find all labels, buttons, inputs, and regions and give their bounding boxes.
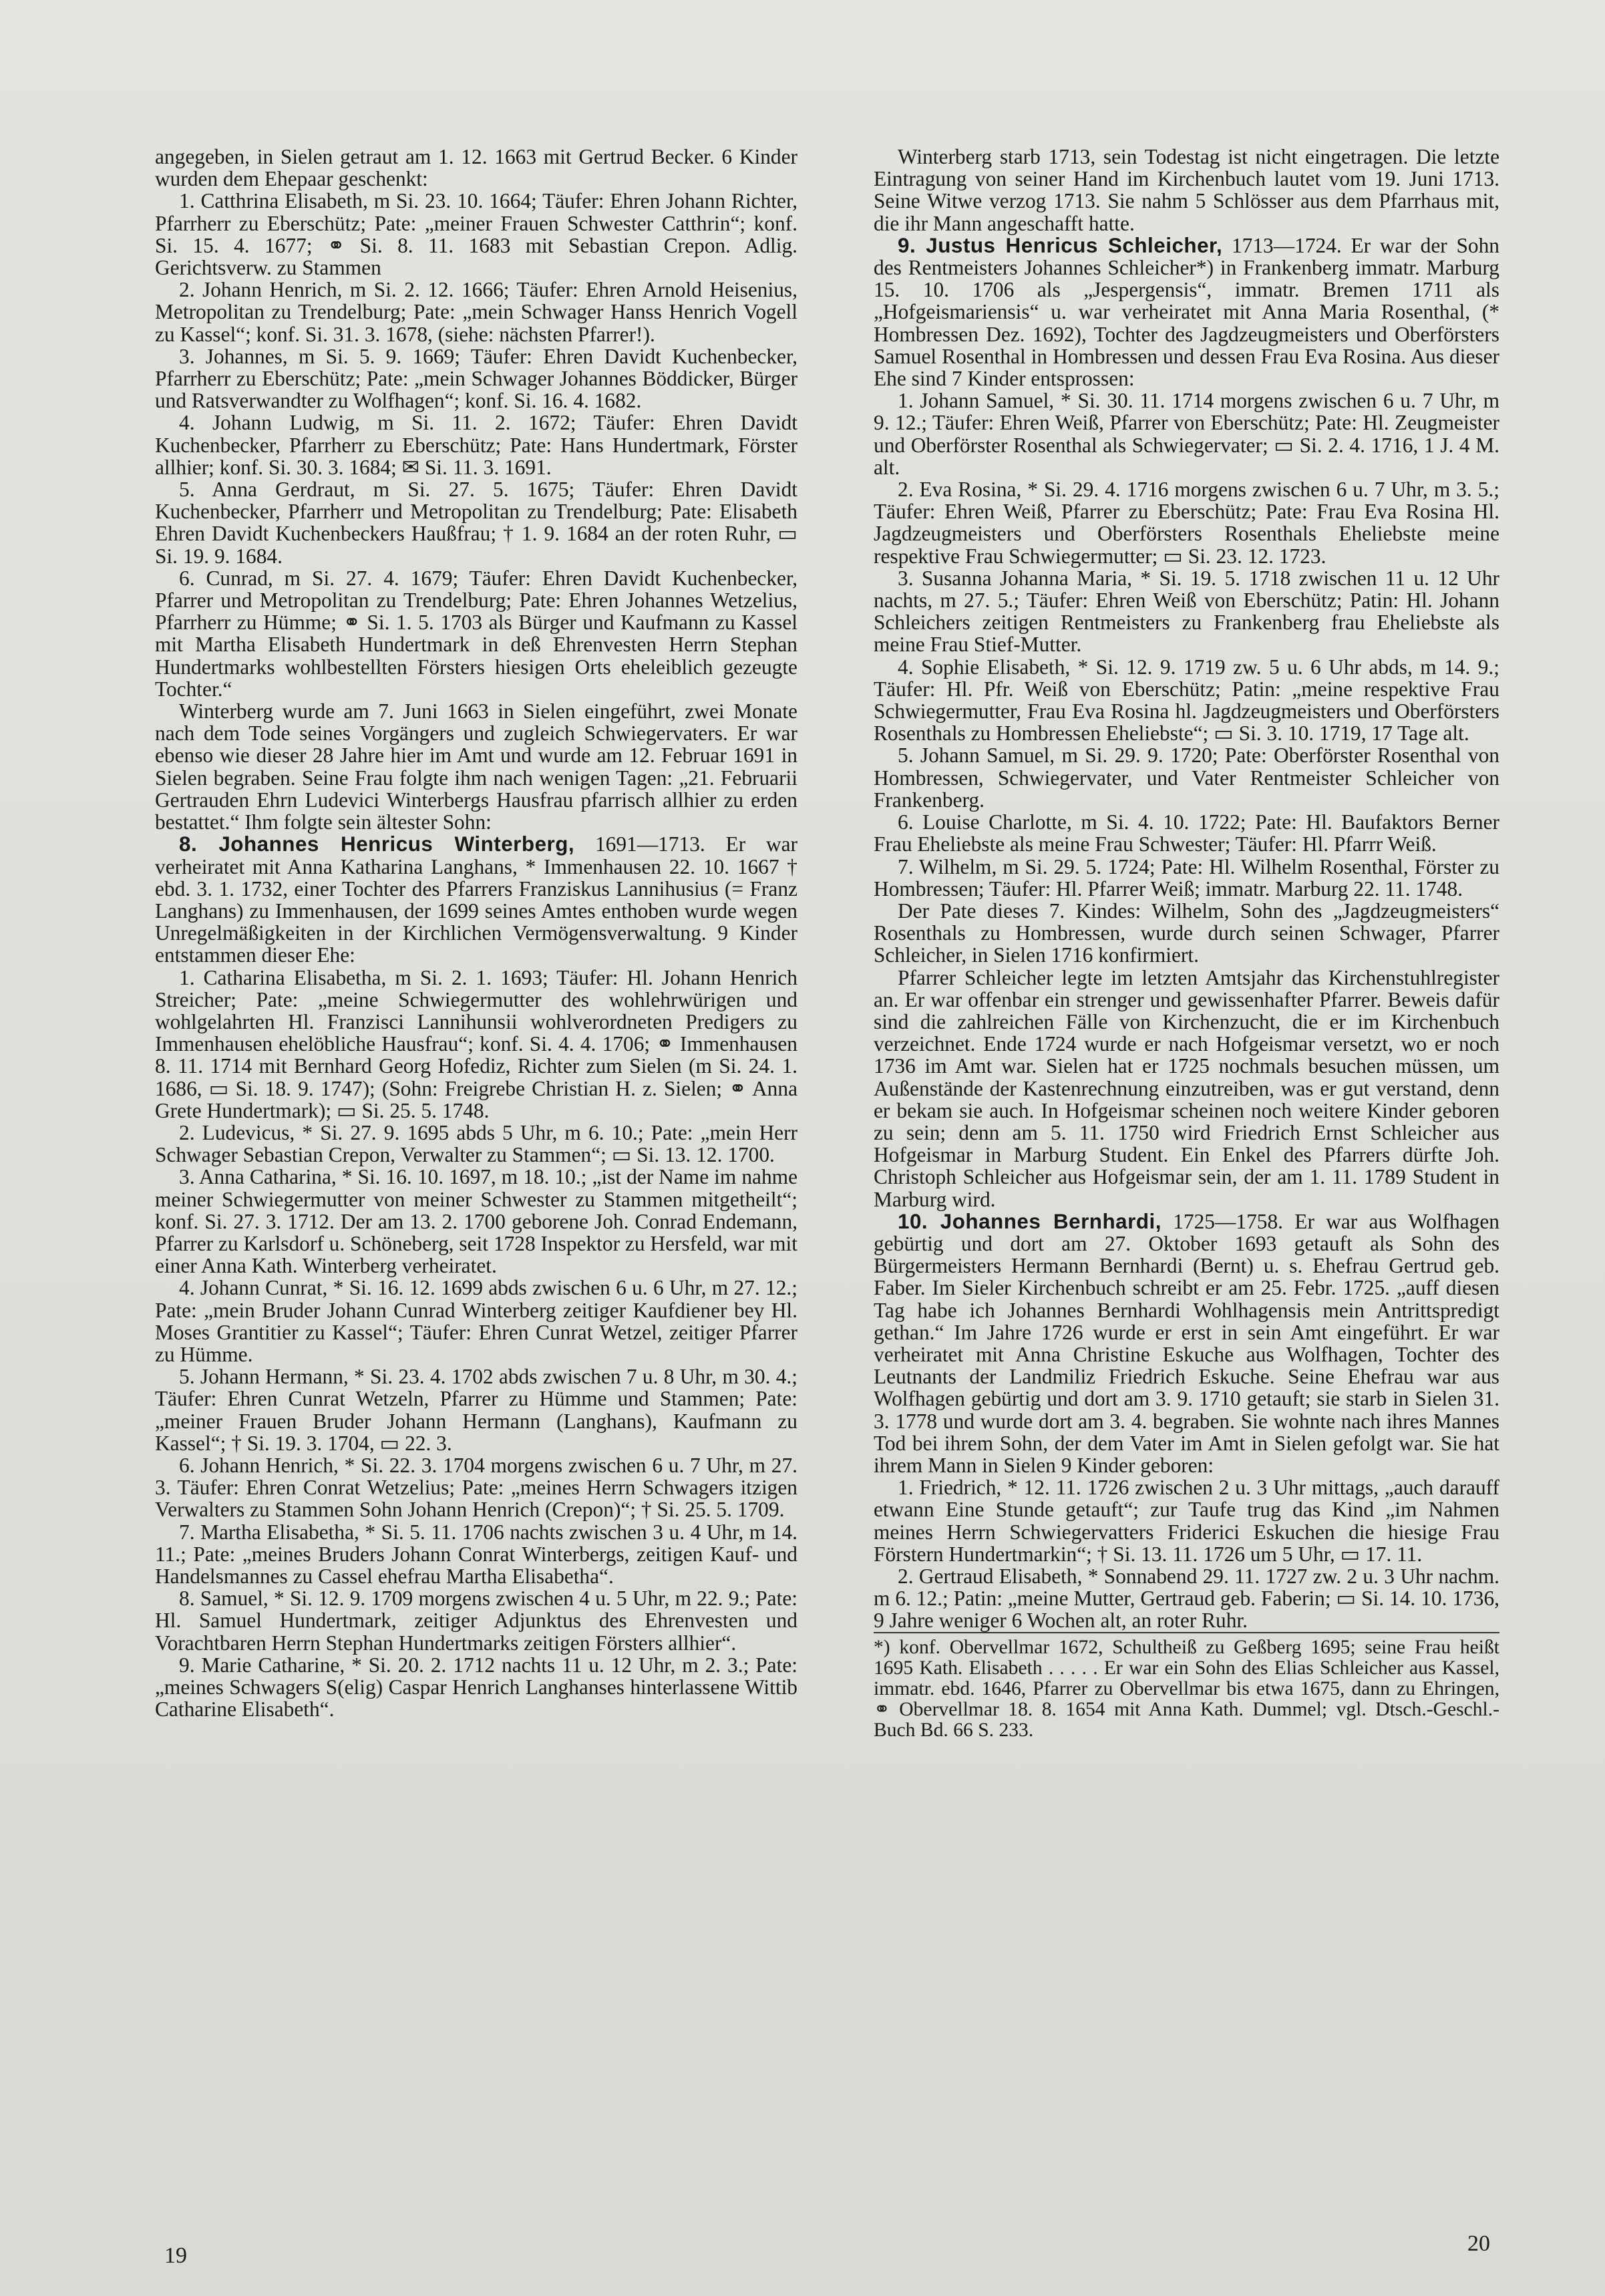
paragraph-text: 7. Martha Elisabetha, * Si. 5. 11. 1706 nachts zwischen 3 u. 4 Uhr, m 14. 11.; Pate: „meines Bruders Johann Conrat Winterbergs, zeitigen Kauf- und Handelsmannes zu Cassel ehefrau Martha Elisabetha“. xyxy=(155,1520,797,1588)
paragraph-text: Winterberg starb 1713, sein Todestag ist nicht eingetragen. Die letzte Eintragung von seiner Hand im Kirchenbuch lautet vom 19. Juni 1713. Seine Witwe verzog 1713. Sie nahm 5 Schlösser aus dem Pfarrhaus mit, die ihr Mann angeschafft hatte. xyxy=(874,145,1499,235)
right-column-paragraph xyxy=(874,1476,1499,1565)
right-column-paragraph xyxy=(874,900,1499,967)
left-column-paragraph xyxy=(155,478,797,567)
left-column-paragraph xyxy=(155,1277,797,1365)
paragraph-text: 4. Johann Ludwig, m Si. 11. 2. 1672; Täufer: Ehren Davidt Kuchenbecker, Pfarrherr zu Eberschütz; Pate: Hans Hundertmark, Förster allhier; konf. Si. 30. 3. 1684; ✉ Si. 11. 3. 1691. xyxy=(155,411,797,479)
left-column-paragraph xyxy=(155,1454,797,1521)
left-column-paragraph xyxy=(155,1365,797,1454)
right-column-paragraph xyxy=(874,234,1499,389)
paragraph-text: 1. Catthrina Elisabeth, m Si. 23. 10. 1664; Täufer: Ehren Johann Richter, Pfarrherr zu Eberschütz; Pate: „meiner Frauen Schwester Catthrin“; konf. Si. 15. 4. 1677; ⚭ Si. 8. 11. 1683 mit Sebastian Crepon. Adlig. Gerichtsverw. zu Stammen xyxy=(155,189,797,280)
left-column-paragraph xyxy=(155,1521,797,1588)
paragraph-text: 1713—1724. Er war der Sohn des Rentmeisters Johannes Schleicher*) in Frankenberg immatr. Marburg 15. 10. 1706 als „Jespergensis“, immatr. Bremen 1711 als „Hofgeismariensis“ u. war verheiratet mit Anna Maria Rosenthal, (* Hombressen Dez. 1692), Tochter des Jagdzeugmeisters und Oberförsters Samuel Rosenthal in Hombressen und dessen Frau Eva Rosina. Aus dieser Ehe sind 7 Kinder entsprossen: xyxy=(874,233,1499,391)
right-column-paragraph xyxy=(874,744,1499,811)
paragraph-text: 2. Gertraud Elisabeth, * Sonnabend 29. 11. 1727 zw. 2 u. 3 Uhr nachm. m 6. 12.; Patin: „meine Mutter, Gertraud geb. Faberin; ▭ Si. 14. 10. 1736, 9 Jahre weniger 6 Wochen alt, an roter Ruhr. xyxy=(874,1565,1499,1633)
page-number-right: 20 xyxy=(1467,2231,1490,2256)
paragraph-text: 2. Johann Henrich, m Si. 2. 12. 1666; Täufer: Ehren Arnold Heisenius, Metropolitan zu Trendelburg; Pate: „mein Schwager Hanss Henrich Vogell zu Kassel“; konf. Si. 31. 3. 1678, (siehe: nächsten Pfarrer!). xyxy=(155,278,797,346)
section-heading: 9. Justus Henricus Schleicher, xyxy=(898,233,1223,257)
right-column-paragraph xyxy=(874,656,1499,745)
left-column-paragraph xyxy=(155,1587,797,1654)
right-column-paragraph xyxy=(874,967,1499,1210)
right-column-paragraph xyxy=(874,856,1499,900)
left-column-paragraph xyxy=(155,833,797,966)
left-column-paragraph xyxy=(155,279,797,345)
paragraph-text: 3. Susanna Johanna Maria, * Si. 19. 5. 1718 zwischen 11 u. 12 Uhr nachts, m 27. 5.; Täufer: Ehren Weiß von Eberschütz; Patin: Hl. Johann Schleichers zeitigen Rentmeisters zu Frankenberg frau Eheliebste als meine Frau Stief-Mutter. xyxy=(874,566,1499,657)
paragraph-text: Der Pate dieses 7. Kindes: Wilhelm, Sohn des „Jagdzeugmeisters“ Rosenthals zu Hombressen, wurde durch seinen Schwager, Pfarrer Schleicher, in Sielen 1716 konfirmiert. xyxy=(874,898,1499,967)
left-column-paragraph xyxy=(155,146,797,190)
left-column xyxy=(155,146,797,1720)
section-heading: 8. Johannes Henricus Winterberg, xyxy=(179,832,575,856)
paragraph-text: 4. Sophie Elisabeth, * Si. 12. 9. 1719 zw. 5 u. 6 Uhr abds, m 14. 9.; Täufer: Hl. Pfr. Weiß von Eberschütz; Patin: „meine respektive Frau Schwiegermutter, Frau Eva Rosina hl. Jagdzeugmeisters und Oberförsters Rosenthals zu Hombressen Eheliebste“; ▭ Si. 3. 10. 1719, 17 Tage alt. xyxy=(874,655,1499,746)
paragraph-text: 1691—1713. Er war verheiratet mit Anna Katharina Langhans, * Immenhausen 22. 10. 1667 † ebd. 3. 1. 1732, einer Tochter des Pfarrers Franziskus Lannihusius (= Franz Langhans) zu Immenhausen, der 1699 seines Amtes enthoben wurde wegen Unregelmäßigkeiten in der Kirchlichen Vermögensverwaltung. 9 Kinder entstammen dieser Ehe: xyxy=(155,832,798,967)
right-column-paragraph xyxy=(874,478,1499,567)
paragraph-text: Pfarrer Schleicher legte im letzten Amtsjahr das Kirchenstuhlregister an. Er war offenbar ein strenger und gewissenhafter Pfarrer. Beweis dafür sind die zahlreichen Fälle von Kirchenzucht, die er im Kirchenbuch verzeichnet. Ende 1724 wurde er nach Hofgeismar versetzt, wo er noch 1736 im Amt war. Sielen hat er 1725 nochmals besuchen müssen, um Außenstände der Kastenrechnung einzutreiben, was er gut verstand, denn er bekam sie auch. In Hofgeismar scheinen noch weitere Kinder geboren zu sein; denn am 5. 11. 1750 wird Friedrich Ernst Schleicher aus Hofgeismar in Marburg Student. Ein Enkel des Pfarrers dürfte Joh. Christoph Schleicher aus Hofgeismar sein, der am 1. 11. 1789 Student in Marburg wird. xyxy=(874,965,1499,1211)
left-column-paragraph xyxy=(155,1654,797,1721)
right-column xyxy=(874,146,1499,1741)
paragraph-text: 6. Cunrad, m Si. 27. 4. 1679; Täufer: Ehren Davidt Kuchenbecker, Pfarrer und Metropolitan zu Trendelburg; Pate: Ehren Johannes Wetzelius, Pfarrherr zu Hümme; ⚭ Si. 1. 5. 1703 als Bürger und Kaufmann zu Kassel mit Martha Elisabeth Hundertmark in deß Ehrenvesten Herrn Stephan Hundertmarks wohlbestellten Försters hiesigen Orts eheleiblich gezeugte Tochter.“ xyxy=(155,566,797,701)
paragraph-text: 6. Louise Charlotte, m Si. 4. 10. 1722; Pate: Hl. Baufaktors Berner Frau Eheliebste als meine Frau Schwester; Täufer: Hl. Pfarrr Weiß. xyxy=(874,810,1499,856)
paragraph-text: 9. Marie Catharine, * Si. 20. 2. 1712 nachts 11 u. 12 Uhr, m 2. 3.; Pate: „meines Schwagers S(elig) Caspar Henrich Langhanses hinterlassene Wittib Catharine Elisabeth“. xyxy=(155,1653,797,1721)
paragraph-text: 1725—1758. Er war aus Wolfhagen gebürtig und dort am 27. Oktober 1693 getauft als Sohn des Bürgermeisters Hermann Bernhardi (Bernt) u. s. Ehefrau Gertrud geb. Faber. Im Sieler Kirchenbuch schreibt er am 25. Febr. 1725. „auff diesen Tag habe ich Johannes Bernhardi Wohlhagensis mein Antrittspredigt gethan.“ Im Jahre 1726 wurde er erst in sein Amt eingeführt. Er war verheiratet mit Anna Christine Eskuche aus Wolfhagen, Tochter des Leutnants der Landmiliz Friedrich Eskuche. Seine Ehefrau war aus Wolfhagen gebürtig und dort am 3. 9. 1710 getauft; sie starb in Sielen 31. 3. 1778 und wurde dort am 3. 4. begraben. Sie wohnte nach ihres Mannes Tod bei ihrem Sohn, der dem Vater im Amt in Sielen gefolgt war. Sie hat ihrem Mann in Sielen 9 Kinder geboren: xyxy=(874,1209,1499,1477)
paragraph-text: 8. Samuel, * Si. 12. 9. 1709 morgens zwischen 4 u. 5 Uhr, m 22. 9.; Pate: Hl. Samuel Hundertmark, zeitiger Adjunktus des Ehrenvesten und Vorachtbaren Herrn Stephan Hundertmarks zeitigen Försters allhier“. xyxy=(155,1587,797,1655)
paragraph-text: 5. Anna Gerdraut, m Si. 27. 5. 1675; Täufer: Ehren Davidt Kuchenbecker, Pfarrherr und Metropolitan zu Trendelburg; Pate: Elisabeth Ehren Davidt Kuchenbeckers Haußfrau; † 1. 9. 1684 an der roten Ruhr, ▭ Si. 19. 9. 1684. xyxy=(155,478,797,568)
paragraph-text: angegeben, in Sielen getraut am 1. 12. 1663 mit Gertrud Becker. 6 Kinder wurden dem Ehepaar geschenkt: xyxy=(155,145,797,191)
paragraph-text: 5. Johann Hermann, * Si. 23. 4. 1702 abds zwischen 7 u. 8 Uhr, m 30. 4.; Täufer: Ehren Cunrat Wetzeln, Pfarrer zu Hümme und Stammen; Pate: „meiner Frauen Bruder Johann Hermann (Langhans), Kaufmann zu Kassel“; † Si. 19. 3. 1704, ▭ 22. 3. xyxy=(155,1365,797,1455)
left-column-paragraph xyxy=(155,567,797,700)
paragraph-text: 1. Friedrich, * 12. 11. 1726 zwischen 2 u. 3 Uhr mittags, „auch darauff etwann Eine Stunde getauft“; zur Taufe trug das Kind „im Nahmen meines Herrn Schwiegervatters Friderici Eskuchen die hiesige Frau Förstern Hundertmarkin“; † Si. 13. 11. 1726 um 5 Uhr, ▭ 17. 11. xyxy=(874,1476,1499,1566)
paragraph-text: 1. Johann Samuel, * Si. 30. 11. 1714 morgens zwischen 6 u. 7 Uhr, m 9. 12.; Täufer: Ehren Weiß, Pfarrer von Eberschütz; Pate: Hl. Zeugmeister und Oberförster Rosenthal als Schwiegervater; ▭ Si. 2. 4. 1716, 1 J. 4 M. alt. xyxy=(874,389,1499,479)
paragraph-text: 3. Johannes, m Si. 5. 9. 1669; Täufer: Ehren Davidt Kuchenbecker, Pfarrherr zu Eberschütz; Pate: „mein Schwager Johannes Böddicker, Bürger und Ratsverwandter zu Wolfhagen“; konf. Si. 16. 4. 1682. xyxy=(155,344,797,413)
paragraph-text: 3. Anna Catharina, * Si. 16. 10. 1697, m 18. 10.; „ist der Name im nahme meiner Schwiegermutter von meiner Schwester zu Stammen mitgetheilt“; konf. Si. 27. 3. 1712. Der am 13. 2. 1700 geborene Joh. Conrad Endemann, Pfarrer zu Karlsdorf u. Schöneberg, seit 1728 Inspektor zu Hersfeld, war mit einer Anna Kath. Winterberg verheiratet. xyxy=(155,1165,797,1278)
right-column-paragraph xyxy=(874,1565,1499,1632)
right-column-paragraph xyxy=(874,567,1499,656)
page-number-left: 19 xyxy=(164,2243,187,2268)
paragraph-text: 7. Wilhelm, m Si. 29. 5. 1724; Pate: Hl. Wilhelm Rosenthal, Förster zu Hombressen; Täufer: Hl. Pfarrer Weiß; immatr. Marburg 22. 11. 1748. xyxy=(874,854,1499,900)
right-column-paragraph xyxy=(874,389,1499,478)
paragraph-text: 2. Eva Rosina, * Si. 29. 4. 1716 morgens zwischen 6 u. 7 Uhr, m 3. 5.; Täufer: Ehren Weiß, Pfarrer zu Eberschütz; Pate: Frau Eva Rosina Hl. Jagdzeugmeisters und Oberförsters Rosenthals Eheliebste meine respektive Frau Schwiegermutter; ▭ Si. 23. 12. 1723. xyxy=(874,478,1499,568)
left-column-paragraph xyxy=(155,1122,797,1166)
right-column-paragraph xyxy=(874,811,1499,855)
left-column-paragraph xyxy=(155,700,797,833)
left-column-paragraph xyxy=(155,1166,797,1277)
paragraph-text: 2. Ludevicus, * Si. 27. 9. 1695 abds 5 Uhr, m 6. 10.; Pate: „mein Herr Schwager Sebastian Crepon, Verwalter zu Stammen“; ▭ Si. 13. 12. 1700. xyxy=(155,1120,797,1167)
right-column-paragraph xyxy=(874,146,1499,234)
left-column-paragraph xyxy=(155,190,797,279)
paragraph-text: 4. Johann Cunrat, * Si. 16. 12. 1699 abds zwischen 6 u. 6 Uhr, m 27. 12.; Pate: „mein Bruder Johann Cunrad Winterberg zeitiger Kaufdiener bey Hl. Moses Grantitier zu Kassel“; Täufer: Ehren Cunrat Wetzel, zeitiger Pfarrer zu Hümme. xyxy=(155,1276,797,1366)
footnote: *) konf. Obervellmar 1672, Schultheiß zu Geßberg 1695; seine Frau heißt 1695 Kath. Elisabeth . . . . . Er war ein Sohn des Elias Schleicher aus Kassel, immatr. ebd. 1646, Pfarrer zu Obervellmar bis etwa 1675, dann zu Ehringen, ⚭ Obervellmar 18. 8. 1654 mit Anna Kath. Dummel; vgl. Dtsch.-Geschl.-Buch Bd. 66 S. 233. xyxy=(874,1632,1499,1741)
left-column-paragraph xyxy=(155,412,797,478)
paragraph-text: 1. Catharina Elisabetha, m Si. 2. 1. 1693; Täufer: Hl. Johann Henrich Streicher; Pate: „meine Schwiegermutter des wohlehrwürigen und wohlgelahrten Hl. Franzisci Lannihunsii wohlverordneten Predigers zu Immenhausen ehelöbliche Hausfrau“; konf. Si. 4. 4. 1706; ⚭ Immenhausen 8. 11. 1714 mit Bernhard Georg Hofediz, Richter zum Sielen (m Si. 24. 1. 1686, ▭ Si. 18. 9. 1747); (Sohn: Freigrebe Christian H. z. Sielen; ⚭ Anna Grete Hundertmark); ▭ Si. 25. 5. 1748. xyxy=(155,965,797,1122)
paragraph-text: 5. Johann Samuel, m Si. 29. 9. 1720; Pate: Oberförster Rosenthal von Hombressen, Schwiegervater, und Vater Rentmeister Schleicher von Frankenberg. xyxy=(874,744,1499,812)
left-column-paragraph xyxy=(155,345,797,412)
paragraph-text: Winterberg wurde am 7. Juni 1663 in Sielen eingeführt, zwei Monate nach dem Tode seines Vorgängers und zugleich Schwiegervaters. Er war ebenso wie dieser 28 Jahre hier im Amt und wurde am 12. Februar 1691 in Sielen begraben. Seine Frau folgte ihm nach wenigen Tagen: „21. Februarii Gertrauden Ehrn Ludevici Winterbergs Hausfrau pfarrisch allhier zu erden bestattet.“ Ihm folgte sein ältester Sohn: xyxy=(155,699,797,834)
left-column-paragraph xyxy=(155,967,797,1122)
section-heading: 10. Johannes Bernhardi, xyxy=(898,1209,1162,1233)
right-column-paragraph xyxy=(874,1210,1499,1476)
right-column-body xyxy=(874,146,1499,1632)
paragraph-text: 6. Johann Henrich, * Si. 22. 3. 1704 morgens zwischen 6 u. 7 Uhr, m 27. 3. Täufer: Ehren Conrat Wetzelius; Pate: „meines Herrn Schwagers itzigen Verwalters zu Stammen Sohn Johann Henrich (Crepon)“; † Si. 25. 5. 1709. xyxy=(155,1453,797,1522)
